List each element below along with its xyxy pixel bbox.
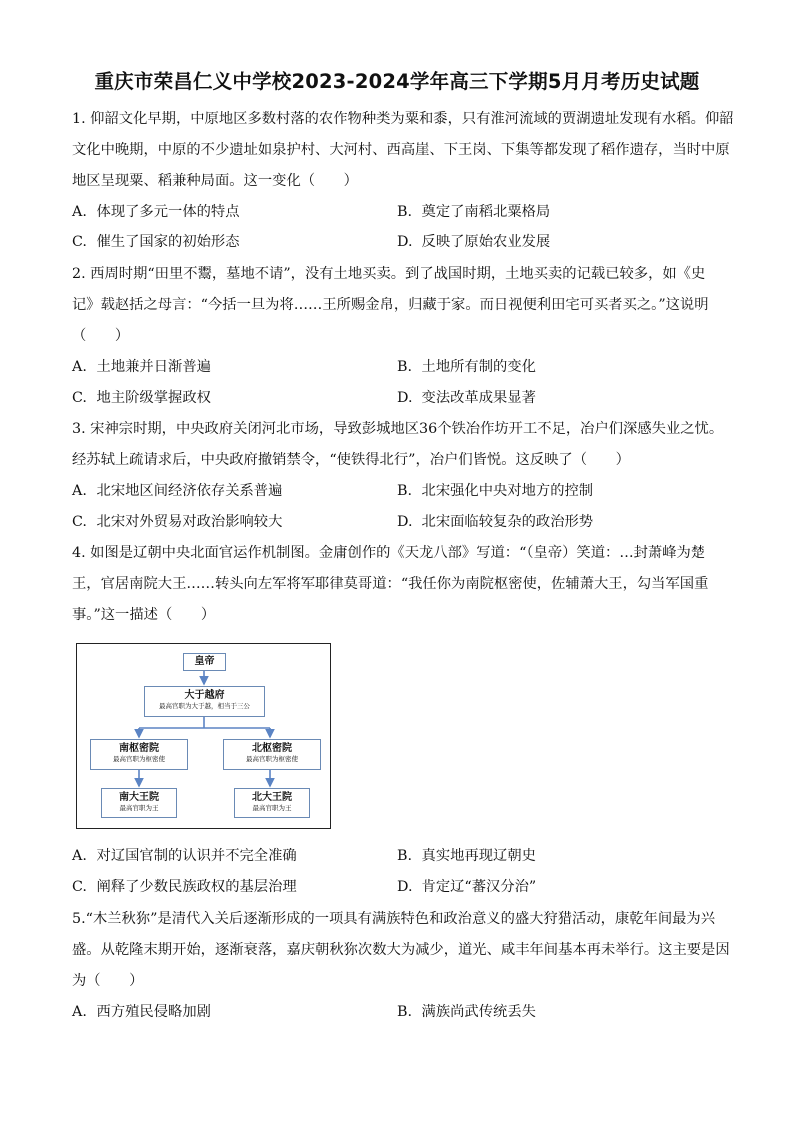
q2-line-2: 记》载赵括之母言：“今括一旦为将……王所赐金帛，归藏于家。而日视便利田宅可买者买之。”这说明 [72, 297, 709, 313]
q3-option-b[interactable]: B. 北宋强化中央对地方的控制 [397, 483, 594, 499]
q2-option-b[interactable]: B. 土地所有制的变化 [397, 359, 536, 375]
node-dayuyue-fu: 大于越府 最高官职为大于越，相当于三公 [144, 686, 265, 717]
q5-option-b[interactable]: B. 满族尚武传统丢失 [397, 1004, 536, 1020]
q4-line-3: 事。”这一描述（ ） [72, 607, 216, 623]
q1-line-3: 地区呈现粟、稻兼种局面。这一变化（ ） [72, 173, 358, 189]
node-bei-shumiyuan: 北枢密院 最高官职为枢密使 [223, 739, 321, 770]
q4-option-d[interactable]: D. 肯定辽“蕃汉分治” [397, 879, 537, 895]
page-title: 重庆市荣昌仁义中学校2023-2024学年高三下学期5月月考历史试题 [94, 70, 700, 93]
node-nan-dawangyuan: 南大王院 最高官职为王 [101, 788, 177, 818]
q2-option-c[interactable]: C. 地主阶级掌握政权 [72, 390, 211, 406]
liao-government-diagram [76, 643, 331, 829]
q3-option-d[interactable]: D. 北宋面临较复杂的政治形势 [397, 514, 594, 530]
q4-line-1: 4. 如图是辽朝中央北面官运作机制图。金庸创作的《天龙八部》写道：“（皇帝）笑道：…封萧峰为楚 [72, 545, 706, 561]
q1-option-d[interactable]: D. 反映了原始农业发展 [397, 234, 551, 250]
q2-line-1: 2. 西周时期“田里不鬻，墓地不请”，没有土地买卖。到了战国时期，土地买卖的记载已较多，如《史 [72, 266, 706, 282]
q3-option-a[interactable]: A. 北宋地区间经济依存关系普遍 [72, 483, 283, 499]
q3-option-c[interactable]: C. 北宋对外贸易对政治影响较大 [72, 514, 283, 530]
q4-option-a[interactable]: A. 对辽国官制的认识并不完全准确 [72, 848, 297, 864]
q4-option-b[interactable]: B. 真实地再现辽朝史 [397, 848, 536, 864]
q1-option-a[interactable]: A. 体现了多元一体的特点 [72, 204, 240, 220]
q5-option-a[interactable]: A. 西方殖民侵略加剧 [72, 1004, 211, 1020]
node-emperor: 皇帝 [183, 653, 226, 671]
node-nan-shumiyuan: 南枢密院 最高官职为枢密使 [90, 739, 188, 770]
q4-line-2: 王，官居南院大王……转头向左军将军耶律莫哥道：“我任你为南院枢密使，佐辅萧大王，勾当军国重 [72, 576, 709, 592]
q2-option-d[interactable]: D. 变法改革成果显著 [397, 390, 536, 406]
q2-option-a[interactable]: A. 土地兼并日渐普遍 [72, 359, 211, 375]
node-bei-dawangyuan: 北大王院 最高官职为王 [234, 788, 310, 818]
q3-line-1: 3. 宋神宗时期，中央政府关闭河北市场，导致彭城地区36个铁冶作坊开工不足，冶户们深感失业之忧。 [72, 421, 724, 437]
q5-line-1: 5.“木兰秋狝”是清代入关后逐渐形成的一项具有满族特色和政治意义的盛大狩猎活动，康乾年间最为兴 [72, 911, 716, 927]
q2-line-3: （ ） [72, 328, 130, 344]
q1-line-2: 文化中晚期，中原的不少遗址如泉护村、大河村、西高崖、下王岗、下集等都发现了稻作遗存，当时中原 [72, 142, 730, 158]
q1-option-c[interactable]: C. 催生了国家的初始形态 [72, 234, 240, 250]
q4-option-c[interactable]: C. 阐释了少数民族政权的基层治理 [72, 879, 297, 895]
q5-line-2: 盛。从乾隆末期开始，逐渐衰落，嘉庆朝秋狝次数大为减少，道光、咸丰年间基本再未举行。这主要是因 [72, 942, 730, 958]
q1-option-b[interactable]: B. 奠定了南稻北粟格局 [397, 204, 551, 220]
q1-line-1: 1. 仰韶文化早期，中原地区多数村落的农作物种类为粟和黍，只有淮河流域的贾湖遗址发现有水稻。仰韶 [72, 111, 734, 127]
q5-line-3: 为（ ） [72, 973, 144, 989]
q3-line-2: 经苏轼上疏请求后，中央政府撤销禁令，“使铁得北行”，冶户们皆悦。这反映了（ ） [72, 452, 630, 468]
